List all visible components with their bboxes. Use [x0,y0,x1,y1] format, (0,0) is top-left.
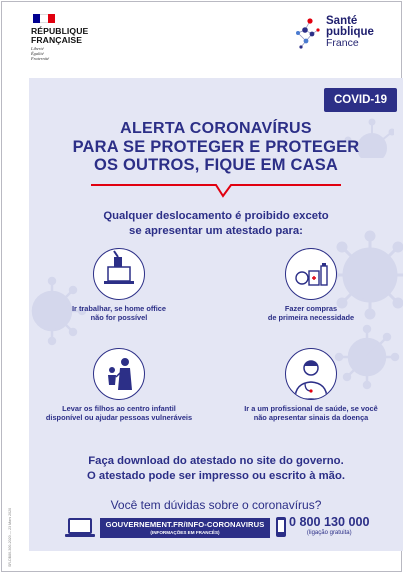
exception-groceries: Fazer compras de primeira necessidade [241,248,381,322]
alert-title: ALERTA CORONAVÍRUS [120,120,312,137]
spf-name: Santé publique France [326,15,374,49]
doctor-icon [285,348,337,400]
laptop-icon [64,517,96,539]
exception-family: Levar os filhos ao centro infantil disponível ou ajudar pessoas vulneráveis [34,348,204,422]
document-reference: SR-DB80-300-2020 — 23 Mars 2020 [8,507,12,567]
family-icon [93,348,145,400]
sante-publique-france-logo [292,16,374,50]
exception-doctor: Ir a um profissional de saúde, se você não apresentar sinais da doença [226,348,396,422]
republic-motto: Liberté Égalité Fraternité [31,46,50,61]
speech-bubble-underline [91,182,341,202]
alert-panel [29,78,403,551]
info-website-link[interactable]: GOUVERNEMENT.FR/INFO-CORONAVIRUS (INFORMAÇÕES EM FRANCÊS) [100,518,270,538]
question-text: Você tem dúvidas sobre o coronavírus? [110,498,322,512]
alert-subtitle: PARA SE PROTEGER E PROTEGER OS OUTROS, FIQUE EM CASA [72,138,360,174]
french-flag-icon [33,14,55,23]
republique-francaise-logo [31,14,88,61]
laptop-work-icon [93,248,145,300]
groceries-icon [285,248,337,300]
poster [1,1,402,572]
hotline[interactable]: 0 800 130 000 (ligação gratuita) [289,515,370,536]
download-instructions: Faça download do atestado no site do governo. O atestado pode ser impresso ou escrito à mão. [86,455,346,482]
covid-badge: COVID-19 [324,88,397,112]
phone-icon [275,516,287,538]
republic-name: RÉPUBLIQUE FRANÇAISE [31,26,89,45]
spf-network-icon [292,16,322,50]
exception-intro: Qualquer deslocamento é proibido exceto se apresentar um atestado para: [103,210,329,237]
exception-work: Ir trabalhar, se home office não for possível [49,248,189,322]
